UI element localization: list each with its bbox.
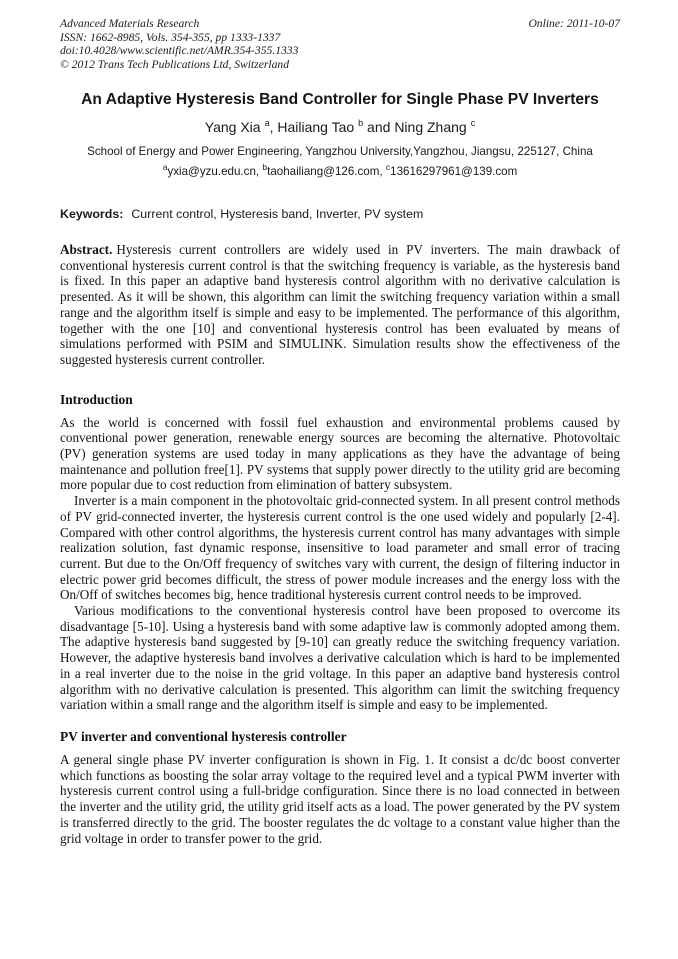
author-line [60, 119, 620, 136]
affiliation-line: School of Energy and Power Engineering, Yangzhou University,Yangzhou, Jiangsu, 225127, China [87, 145, 593, 158]
email-2-mark: b [262, 162, 268, 173]
email-2: taohailiang@126.com [267, 165, 380, 178]
author-2-affiliation-mark: b [358, 118, 364, 129]
abstract-text: Hysteresis current controllers are widely used in PV inverters. The main drawback of conventional hysteresis current control is that the switching frequency is variable, as the hysteresis band is fixed. In this paper an adaptive band hysteresis control algorithm with no derivative calculation is presented. As it will be shown, this algorithm can limit the switching frequency variation within a small range and the algorithm itself is simple and easy to be implemented. The performance of this algorithm, together with the one [10] and conventional hysteresis control has been evaluated by means of simulations performed with PSIM and SIMULINK. Simulation results show the effectiveness of the suggested hysteresis current controller. [60, 242, 620, 367]
online-date: Online: 2011-10-07 [528, 17, 620, 30]
doi-line: doi:10.4028/www.scientific.net/AMR.354-355.1333 [60, 44, 299, 57]
journal-name: Advanced Materials Research [60, 17, 200, 30]
paragraph: As the world is concerned with fossil fuel exhaustion and environmental problems caused by conventional power generation, renewable energy sources are becoming the alternative. Photovoltaic (PV) generation systems are used today in many applications as they have the advantage of being maintenance and pollution free[1]. PV systems that supply power directly to the utility grid are becoming more popular due to cost reduction from elimination of battery subsystem. [60, 414, 620, 493]
author-1-affiliation-mark: a [264, 118, 270, 129]
keywords-label: Keywords: [60, 207, 124, 221]
author-3: Ning Zhang [394, 119, 467, 135]
keywords-line [60, 207, 620, 222]
publication-info [60, 17, 298, 71]
copyright-line: © 2012 Trans Tech Publications Ltd, Switzerland [60, 57, 290, 71]
paragraph: Inverter is a main component in the photovoltaic grid-connected system. In all present control methods of PV grid-connected inverter, the hysteresis current control is the one used widely and popularly [2-4]. Compared with other control algorithms, the hysteresis current control has many advantages with simple realization solution, fast dynamic response, insensitive to load parameter and small error of tracing current. But due to the On/Off frequency of switches vary with current, the design of filtering inductor in electric power grid becomes difficult, the stress of power module increases and the energy loss with the On/Off of switches becomes big, hence traditional hysteresis current control needs to be improved. [60, 493, 620, 603]
author-3-affiliation-mark: c [470, 118, 476, 129]
email-separator: , [379, 165, 386, 178]
abstract-label: Abstract. [60, 242, 113, 257]
author-1: Yang Xia [204, 119, 261, 135]
email-1-mark: a [162, 162, 168, 173]
paragraph: A general single phase PV inverter configuration is shown in Fig. 1. It consist a dc/dc boost converter which functions as boosting the solar array voltage to the required level and a typical PWM inverter with hysteresis current control using a full-bridge configuration. Since there is no load connected in between the inverter and the utility grid, the utility grid itself acts as a load. The power generated by the PV system is transferred directly to the grid. The booster regulates the dc voltage to a constant value higher than the grid voltage in order to transfer power to the grid. [60, 751, 620, 846]
section-heading-pv-inverter: PV inverter and conventional hysteresis controller [60, 728, 347, 744]
email-1: yxia@yzu.edu.cn [167, 165, 256, 178]
abstract-paragraph [60, 242, 620, 368]
email-separator: , [255, 165, 263, 178]
paper-title: An Adaptive Hysteresis Band Controller for Single Phase PV Inverters [81, 91, 599, 108]
issn-line: ISSN: 1662-8985, Vols. 354-355, pp 1333-1337 [60, 30, 281, 44]
publication-header [60, 17, 620, 71]
author-separator: , [269, 119, 278, 135]
author-2: Hailiang Tao [277, 119, 355, 135]
section-heading-introduction: Introduction [60, 391, 133, 407]
paragraph: Various modifications to the conventional hysteresis control have been proposed to overcome its disadvantage [5-10]. Using a hysteresis band with some adaptive law is commonly adopted among them. The adaptive hysteresis band suggested by [9-10] can greatly reduce the switching frequency variation. However, the adaptive hysteresis band involves a derivative calculation which is hard to be implemented in a real inverter due to the noise in the grid voltage. In this paper an adaptive band hysteresis control algorithm with no derivative calculation is presented. This algorithm can limit the switching frequency variation within a small range and the algorithm itself is simple and easy to be implemented. [60, 603, 620, 713]
email-line [60, 162, 620, 179]
keywords-text: Current control, Hysteresis band, Inverter, PV system [131, 207, 424, 221]
email-3: 13616297961@139.com [390, 165, 518, 178]
email-3-mark: c [385, 162, 391, 173]
author-separator: and [363, 119, 395, 135]
